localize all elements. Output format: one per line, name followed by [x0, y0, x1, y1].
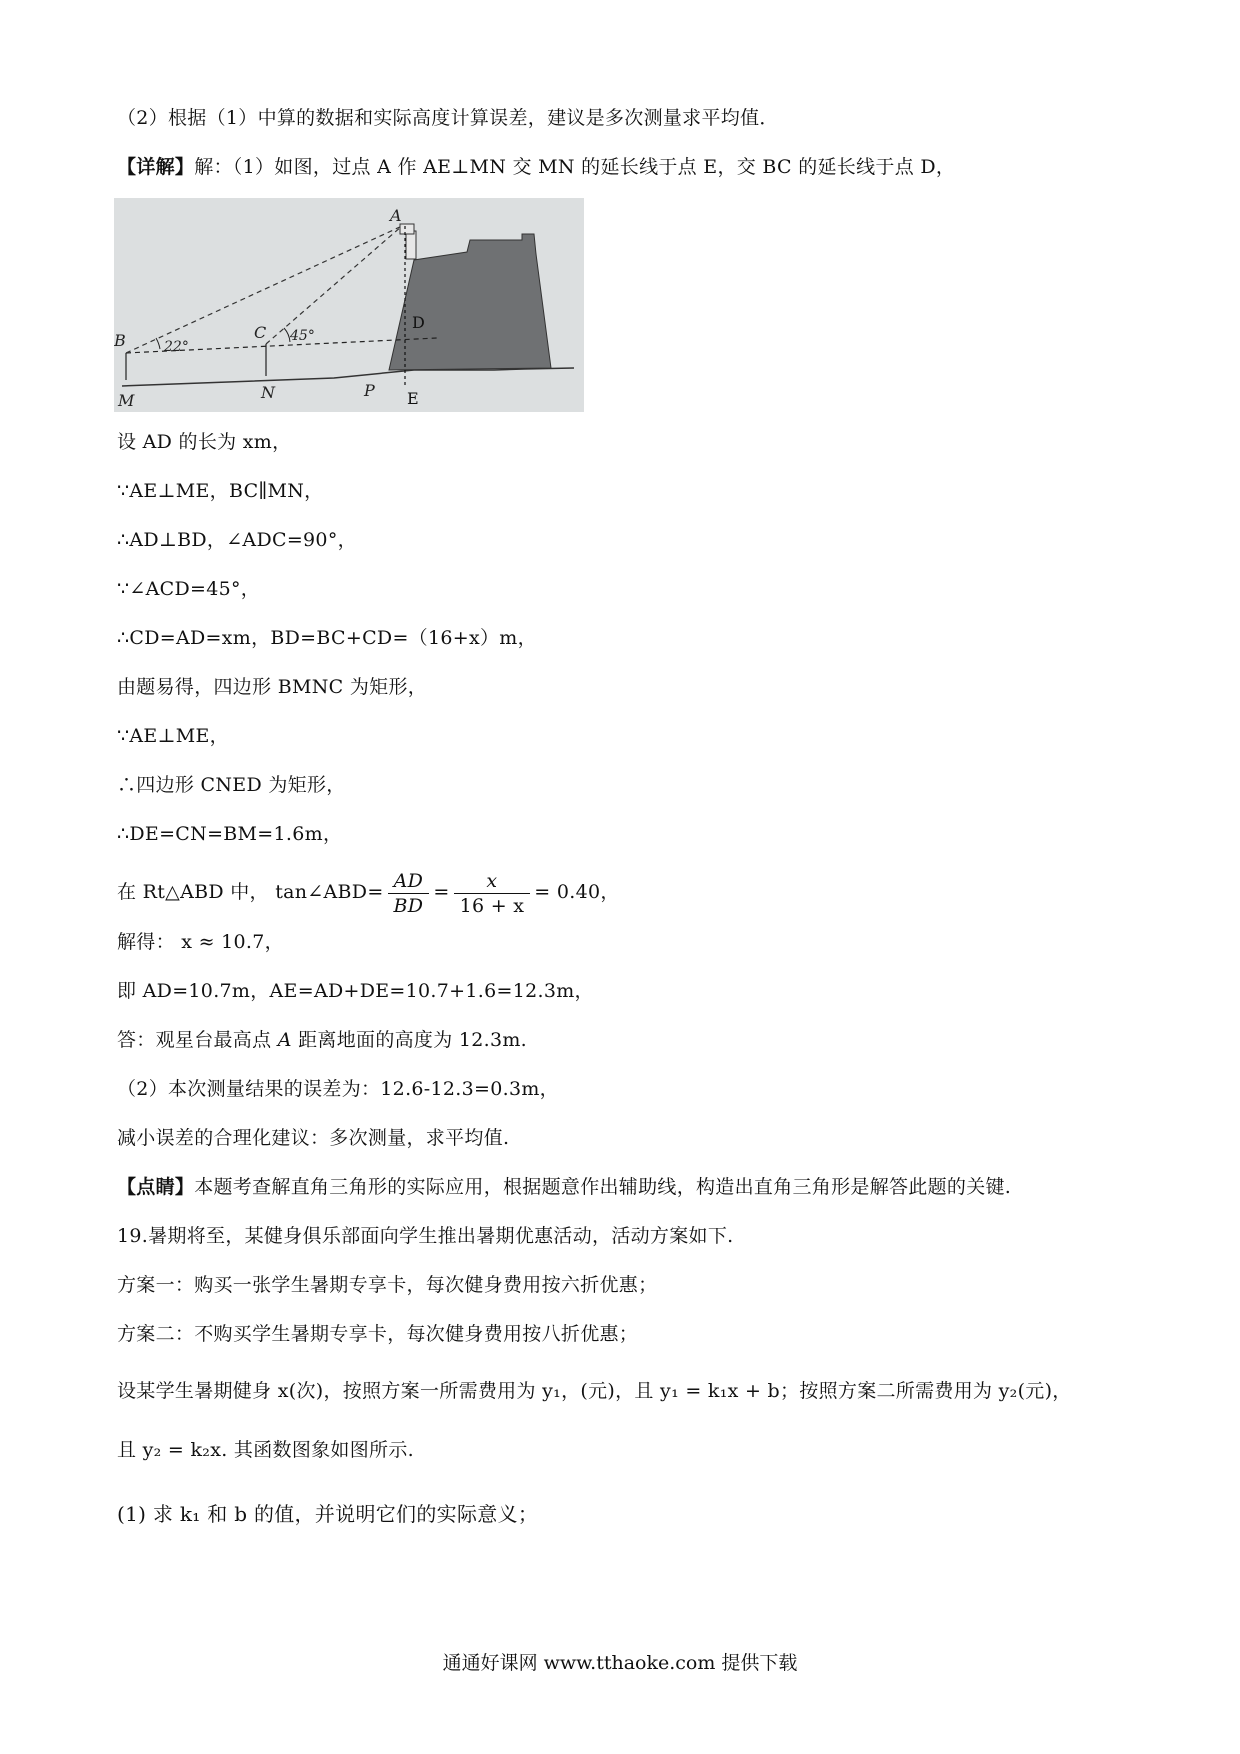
text-line: 即 AD=10.7m，AE=AD+DE=10.7+1.6=12.3m，	[117, 980, 594, 1002]
detail-text: 解：（1）如图，过点 A 作 AE⊥MN 交 MN 的延长线于点 E，交 BC 的延长线于点 D，	[194, 156, 956, 178]
footer-text: 通通好课网 www.tthaoke.com 提供下载	[442, 1652, 798, 1674]
equation-line	[117, 862, 620, 922]
text-line: ∴CD=AD=xm，BD=BC+CD=（16+x）m，	[117, 627, 537, 649]
label-m: M	[118, 391, 135, 410]
observatory-diagram	[114, 198, 584, 412]
label-a: A	[390, 206, 402, 225]
equals-sign: =	[433, 881, 450, 903]
answer-part: 答：观星台最高点	[117, 1029, 278, 1051]
label-p: P	[364, 381, 375, 400]
equation-suffix: = 0.40，	[534, 881, 620, 903]
text-line: （2）根据（1）中算的数据和实际高度计算误差，建议是多次测量求平均值．	[117, 107, 779, 129]
text-line: 且 y₂ = k₂x. 其函数图象如图所示.	[117, 1439, 414, 1461]
comment-text: 本题考查解直角三角形的实际应用，根据题意作出辅助线，构造出直角三角形是解答此题的关键.	[194, 1176, 1012, 1198]
text-line: 解得： x ≈ 10.7，	[117, 931, 284, 953]
text-line: ∵AE⊥ME，	[117, 725, 229, 747]
comment-line	[117, 1173, 1011, 1201]
text-line: 设某学生暑期健身 x(次)，按照方案一所需费用为 y₁，(元)，且 y₁ = k₁x + b；按照方案二所需费用为 y₂(元)，	[117, 1380, 1072, 1402]
fraction-numerator: AD	[388, 869, 430, 894]
answer-point: A	[277, 1029, 292, 1051]
section-tag: 【点睛】	[117, 1176, 195, 1198]
fraction-x	[454, 869, 531, 918]
label-angle-22: 22°	[164, 339, 189, 355]
text-line: 由题易得，四边形 BMNC 为矩形，	[117, 676, 428, 698]
text-line: ∵AE⊥ME，BC∥MN，	[117, 480, 324, 502]
label-n: N	[261, 383, 275, 402]
text-line: ∴AD⊥BD，∠ADC=90°，	[117, 529, 357, 551]
section-tag: 【详解】	[117, 156, 195, 178]
text-line: （2）本次测量结果的误差为：12.6-12.3=0.3m，	[117, 1078, 559, 1100]
text-line: ∵∠ACD=45°，	[117, 578, 261, 600]
label-d: D	[412, 313, 425, 332]
fraction-numerator: x	[454, 869, 531, 894]
text-line: ∴DE=CN=BM=1.6m，	[117, 823, 343, 845]
question-part: (1) 求 k₁ 和 b 的值，并说明它们的实际意义；	[117, 1502, 539, 1526]
fraction-ad-bd	[388, 869, 430, 918]
text-line: ∴四边形 CNED 为矩形，	[117, 774, 346, 796]
text-line: 设 AD 的长为 xm，	[117, 431, 292, 453]
answer-part: 距离地面的高度为 12.3m.	[291, 1029, 528, 1051]
question-title: 19.暑期将至，某健身俱乐部面向学生推出暑期优惠活动，活动方案如下.	[117, 1225, 734, 1247]
label-angle-45: 45°	[290, 328, 315, 344]
equation-prefix: 在 Rt△ABD 中， tan∠ABD=	[117, 881, 384, 903]
text-line: 减小误差的合理化建议：多次测量，求平均值.	[117, 1127, 510, 1149]
label-c: C	[254, 323, 267, 342]
fraction-denominator: 16 + x	[459, 894, 525, 917]
detail-line	[117, 153, 955, 181]
text-line: 方案一：购买一张学生暑期专享卡，每次健身费用按六折优惠；	[117, 1274, 658, 1296]
answer-line	[117, 1026, 527, 1054]
label-b: B	[114, 331, 126, 350]
label-e: E	[407, 389, 419, 408]
text-line: 方案二：不购买学生暑期专享卡，每次健身费用按八折优惠；	[117, 1323, 639, 1345]
fraction-denominator: BD	[393, 894, 424, 917]
